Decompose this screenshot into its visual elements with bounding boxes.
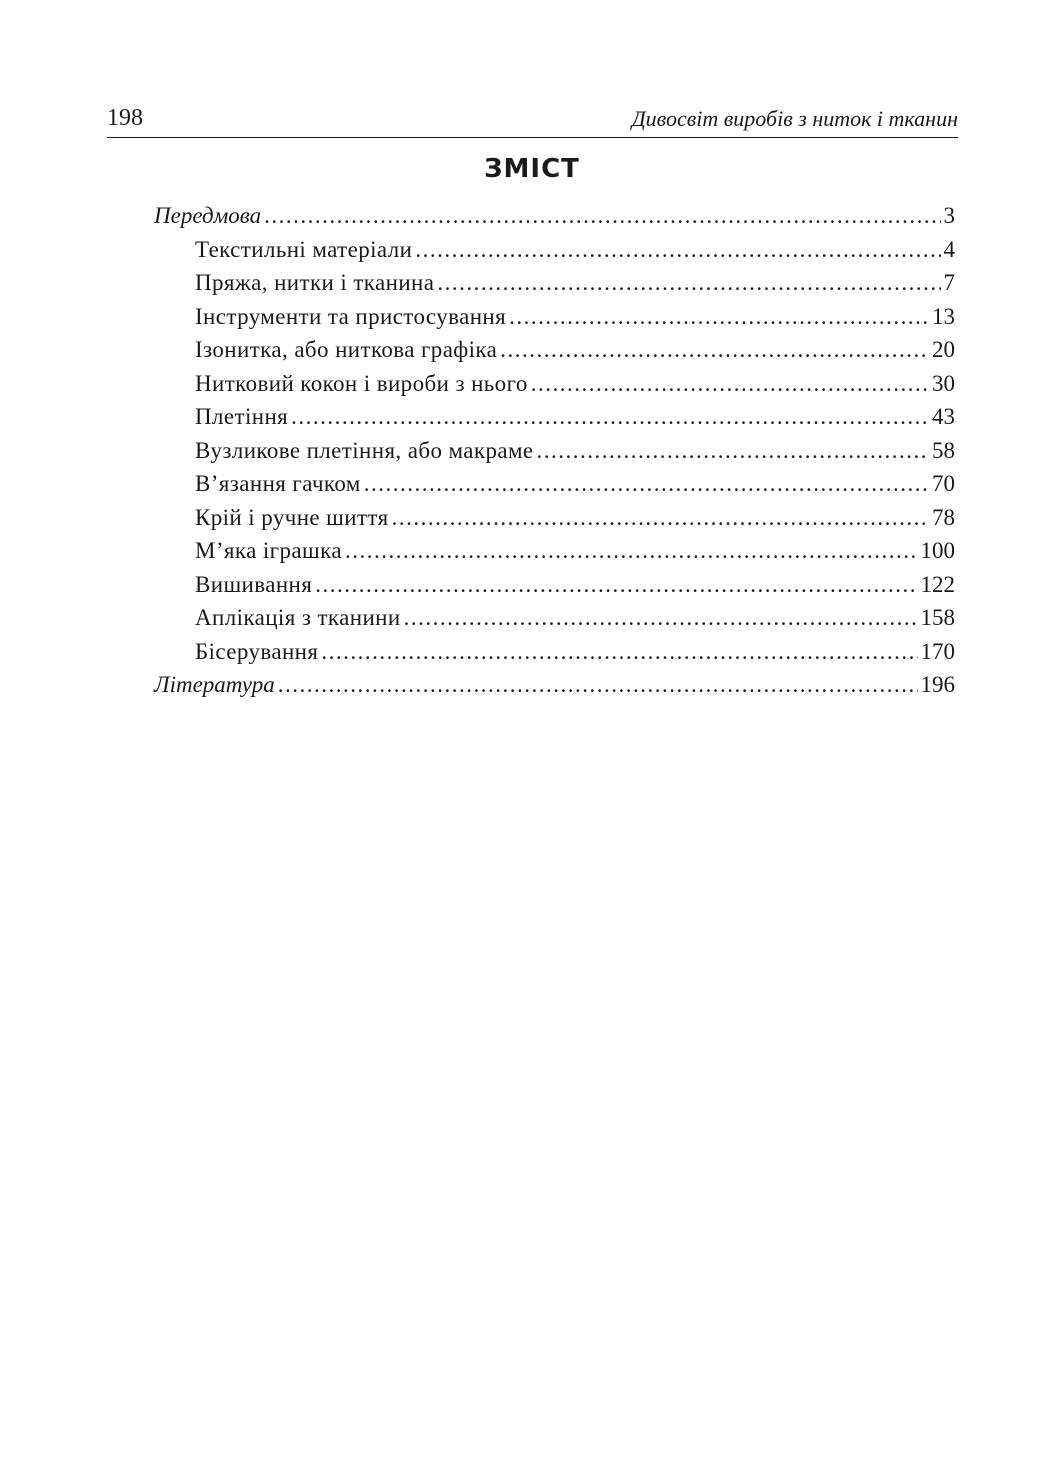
dot-leader [415,233,940,267]
dot-leader [392,501,929,535]
toc-entry-title: Пряжа, нитки і тканина [195,270,435,295]
toc-entry [0,467,1038,501]
toc-entry-title: Плетіння [195,404,289,429]
toc-heading: ЗМІСТ [484,154,580,184]
toc-entry [0,266,1038,300]
dot-leader [531,367,929,401]
toc-entry-page: 70 [932,471,955,496]
toc-entry-title: В’язання гачком [195,471,361,496]
toc-entry-page: 170 [920,638,955,664]
toc-entry-page: 13 [932,303,955,329]
running-header [107,103,958,138]
toc-entry-page: 30 [932,370,955,396]
toc-entry-title: Бісерування [195,638,319,664]
toc-entry [0,333,1038,367]
toc-entry-page: 122 [920,571,955,597]
toc-entry-title: Крій і ручне шиття [195,504,389,530]
toc-entry [0,400,1038,434]
toc-entry [0,199,1038,233]
toc-entry-title: Вишивання [195,571,313,597]
dot-leader [437,266,940,300]
toc-entry-page: 58 [932,437,955,463]
toc-entry-title: Вузликове плетіння, або макраме [195,437,534,463]
toc-entry [0,668,1038,702]
toc-entry [0,233,1038,267]
toc-entry-title: Нитковий кокон і вироби з нього [195,370,528,396]
toc-entry [0,434,1038,468]
toc-entry-title: Текстильні матеріали [195,236,413,262]
toc-entry-title: М’яка іграшка [195,538,342,563]
dot-leader [500,333,929,367]
dot-leader [404,601,918,635]
toc-entry [0,635,1038,669]
toc-entry-title: Передмова [154,203,262,228]
dot-leader [321,635,917,669]
toc-entry-page: 4 [943,236,955,262]
toc-entry [0,568,1038,602]
running-title: Дивосвіт виробів з ниток і тканин [631,106,958,131]
dot-leader [537,434,929,468]
dot-leader [364,467,929,501]
toc-entry-page: 158 [920,605,955,630]
toc-entry-page: 43 [932,404,955,429]
toc-entry-title: Інструменти та пристосування [195,303,507,329]
toc-entry-title: Література [154,672,275,697]
toc-entry-page: 7 [943,270,955,295]
toc-entry-page: 3 [943,203,955,228]
toc-entry-page: 100 [920,538,955,563]
table-of-contents [0,199,1038,702]
toc-entry-title: Ізонитка, або ниткова графіка [195,337,498,362]
dot-leader [345,534,918,568]
toc-entry [0,367,1038,401]
dot-leader [509,300,929,334]
toc-entry-page: 196 [920,672,955,697]
toc-entry [0,601,1038,635]
dot-leader [315,568,917,602]
dot-leader [278,668,918,702]
dot-leader [264,199,940,233]
toc-entry [0,501,1038,535]
page-number: 198 [107,105,143,131]
toc-entry [0,534,1038,568]
toc-entry [0,300,1038,334]
dot-leader [291,400,929,434]
toc-entry-page: 78 [932,504,955,530]
toc-entry-page: 20 [932,337,955,362]
toc-entry-title: Аплікація з тканини [195,605,401,630]
